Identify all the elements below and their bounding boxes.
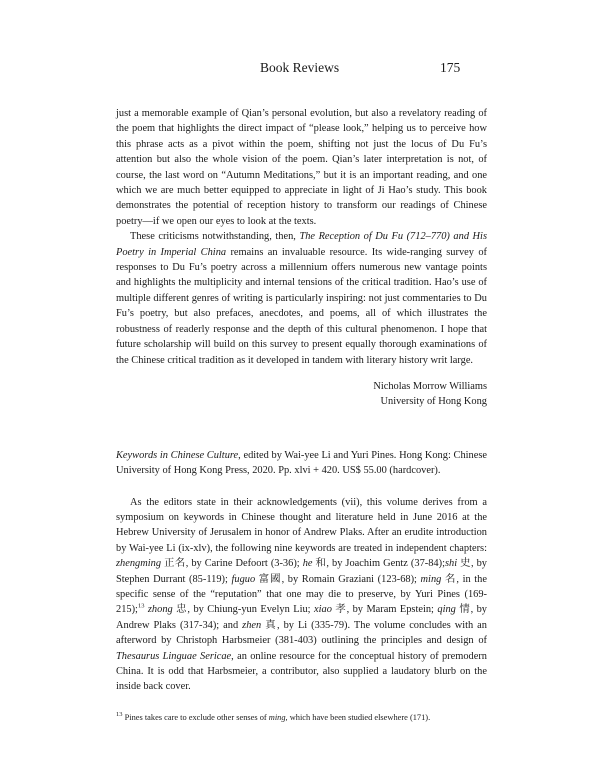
footnote-term: ming [268, 713, 286, 722]
text-run: , by Joachim Gentz (37-84); [326, 558, 445, 570]
text-run: , by Romain Graziani (123-68); [281, 573, 421, 585]
keyword-he: he [302, 558, 313, 570]
keyword-qing: qing [437, 604, 456, 616]
chinese-characters: 名 [441, 573, 457, 585]
text-run: , in the specific sense of the “reputation” that one may die to preserve, by Yuri Pines (169-215); [116, 573, 487, 616]
footnote-reference[interactable]: 13 [137, 602, 145, 610]
text-run: , by Maram Epstein; [346, 604, 438, 616]
chinese-characters: 忠 [172, 604, 188, 616]
book-citation-details: , edited by Wai-yee Li and Yuri Pines. Hong Kong: Chinese University of Hong Kong Press, 2020. Pp. xlvi + 420. US$ 55.00 (hardcover). [116, 449, 487, 477]
thesaurus-title: Thesaurus Linguae Sericae [116, 650, 232, 662]
text-run: , by Li (335-79). The volume concludes with an afterword by Christoph Harbsmeier (381-403) outlining the principles and design of [116, 619, 487, 647]
footnote-text: , which have been studied elsewhere (171). [285, 713, 431, 722]
book-citation-title: Keywords in Chinese Culture [116, 449, 239, 461]
reviewed-book-title: The Reception of Du Fu (712–770) and His Poetry in Imperial China [116, 231, 487, 258]
chinese-characters: 孝 [331, 604, 347, 616]
review1-paragraph-2 [116, 229, 487, 368]
reviewer-affiliation: University of Hong Kong [380, 396, 487, 408]
running-header [0, 60, 600, 78]
chinese-characters: 情 [455, 604, 471, 616]
text-run: As the editors state in their acknowledgements (vii), this volume derives from a symposium on keywords in Chinese thought and literature held in June 2016 at the Hebrew University of Jerusalem in honor of Andrew Plaks. After an erudite introduction by Wai-yee Li (ix-xlv), the following nine keywords are treated in independent chapters: [116, 496, 487, 554]
chinese-characters: 正名 [161, 558, 186, 570]
keyword-xiao: xiao [314, 604, 332, 616]
chinese-characters: 史 [457, 558, 471, 570]
text-run: , by Carine Defoort (3-36); [185, 558, 303, 570]
paragraph-gap [116, 479, 487, 495]
review2-paragraph-1 [116, 495, 487, 695]
chinese-characters: 富國 [255, 573, 282, 585]
keyword-zhong: zhong [147, 604, 173, 616]
text-run: , by Stephen Durrant (85-119); [116, 558, 487, 585]
section-gap [116, 410, 487, 448]
reviewer-name: Nicholas Morrow Williams [373, 380, 487, 392]
review1-p2-lead: These criticisms notwithstanding, then, [130, 231, 300, 243]
chinese-characters: 和 [312, 558, 327, 570]
text-run: , by Andrew Plaks (317-34); and [116, 604, 487, 631]
reviewer-signature [116, 379, 487, 410]
text-run: , an online resource for the conceptual history of premodern China. It is odd that Harbsmeier, a contributor, also supplied a laudatory blurb on the inside back cover. [116, 650, 487, 693]
book-citation [116, 448, 487, 479]
page-body [116, 106, 487, 695]
footnote-text: Pines takes care to exclude other senses of [122, 713, 269, 722]
page-number: 175 [440, 60, 461, 75]
keyword-fuguo: fuguo [231, 573, 256, 585]
chinese-characters: 真 [261, 619, 277, 631]
running-title: Book Reviews [260, 60, 340, 75]
footnote-marker: 13 [116, 711, 123, 719]
keyword-shi: shi [444, 558, 458, 570]
text-run: , by Chiung-yun Evelyn Liu; [187, 604, 314, 616]
keyword-ming: ming [420, 573, 442, 585]
keyword-zhen: zhen [242, 619, 262, 631]
footnote [116, 712, 487, 723]
review1-paragraph-1: just a memorable example of Qian’s personal evolution, but also a revelatory reading of the poem that highlights the direct impact of “please look,” helping us to perceive how this phrase acts as a pivot within the poem, shifting not just the locus of Du Fu’s attention but also the whole vision of the poem. Qian’s later interpretation is not, of course, the last word on “Autumn Meditations,” but it is an important reading, and one which we are much better equipped to appreciate in light of Ji Hao’s study. This book demonstrates the potential of reception history to transform our readings of Chinese poetry—if we open our eyes to look at the texts. [116, 108, 487, 227]
keyword-zhengming: zhengming [116, 558, 162, 570]
review1-p2-rest: remains an invaluable resource. Its wide-ranging survey of responses to Du Fu’s poetry across a millennium offers numerous new vantage points and highlights the multiplicity and internal tensions of the critical tradition. Hao’s use of multiple different genres of writing is particularly inspiring: not just commentaries to Du Fu’s poetry, but also prefaces, anecdotes, and poems, all of which illustrates the robustness of readerly response and the depth of this cultural phenomenon. I hope that future scholarship will build on this survey to present equally thorough examinations of the Chinese critical tradition as it developed in tandem with literary history writ large. [116, 246, 487, 366]
